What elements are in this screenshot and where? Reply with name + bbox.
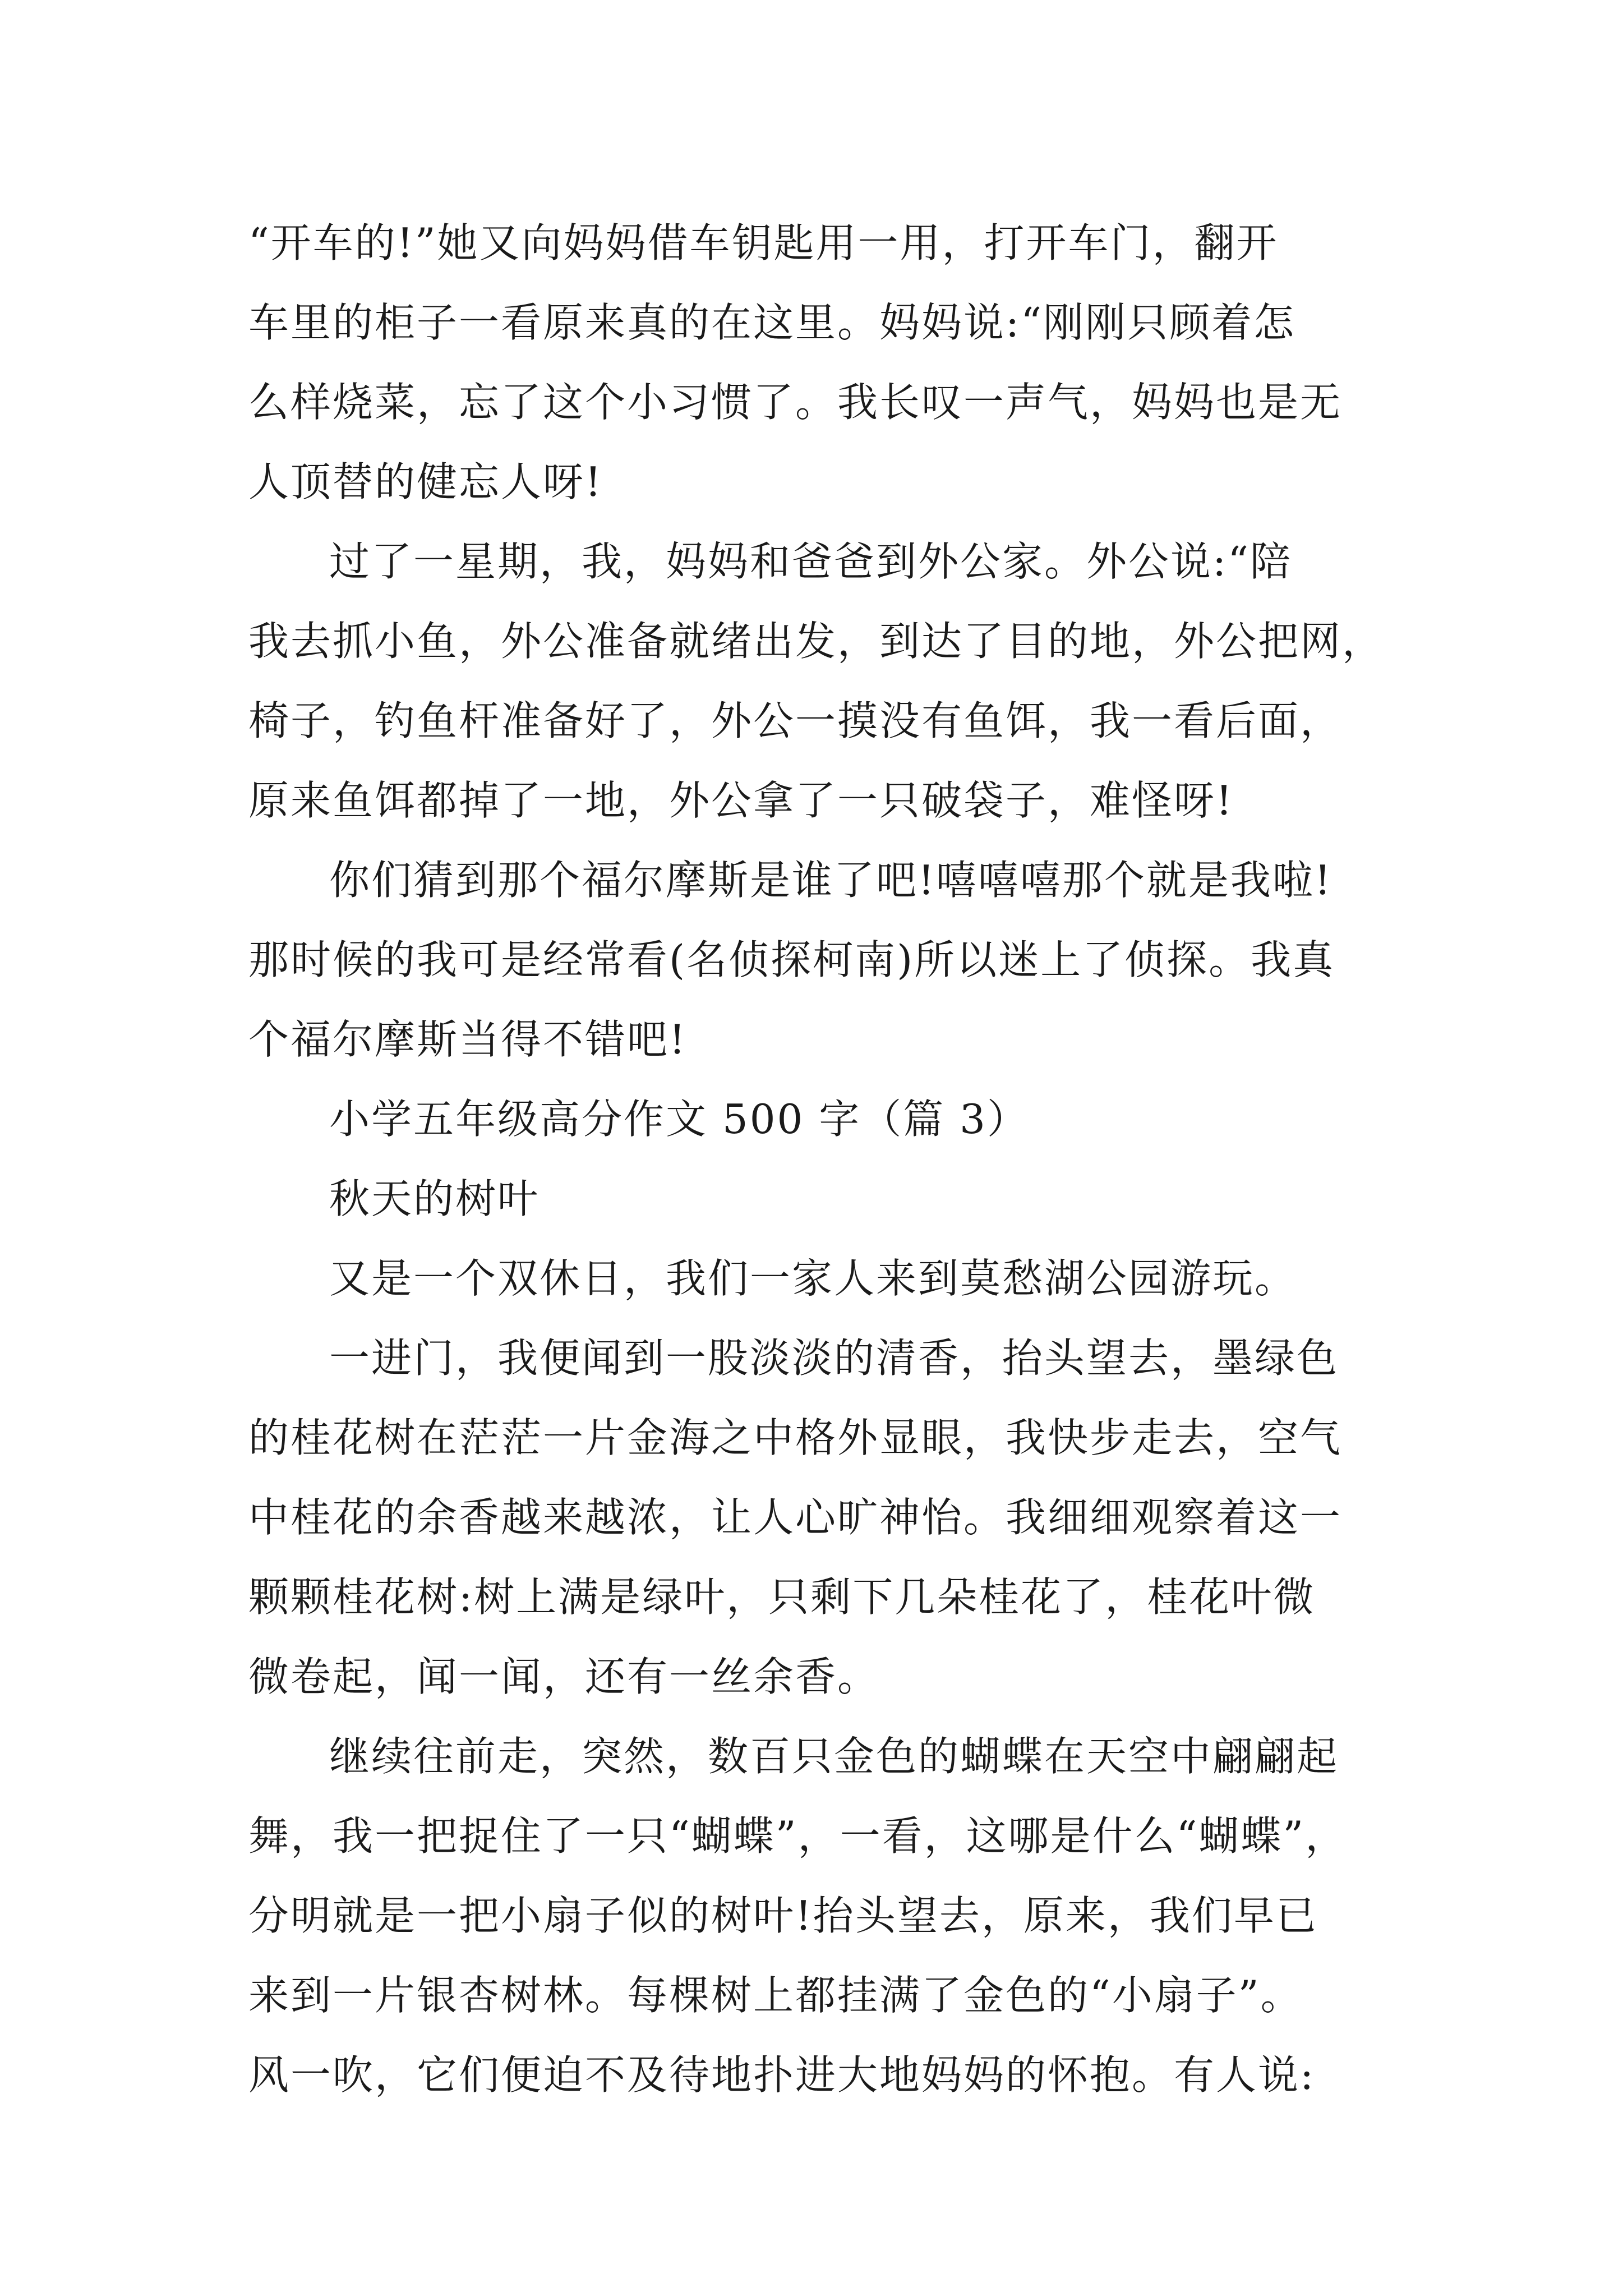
section-heading	[248, 1079, 1426, 1159]
text-line: 一进门，我便闻到一股淡淡的清香，抬头望去，墨绿色	[329, 1335, 1339, 1382]
essay-title-text: 秋天的树叶	[329, 1175, 540, 1222]
text-line: 那时候的我可是经常看(名侦探柯南)所以迷上了侦探。我真	[248, 936, 1335, 983]
text-line: 你们猜到那个福尔摩斯是谁了吧!嘻嘻嘻那个就是我啦!	[329, 857, 1332, 904]
document-body	[248, 203, 1426, 2115]
text-line: 椅子，钓鱼杆准备好了，外公一摸没有鱼饵，我一看后面，	[248, 697, 1343, 744]
paragraph-8	[248, 1717, 1426, 2115]
paragraph-3	[248, 840, 1426, 1079]
paragraph-1	[248, 203, 1426, 522]
paragraph-7	[248, 1318, 1426, 1717]
text-line: 颗颗桂花树:树上满是绿叶，只剩下几朵桂花了，桂花叶微	[248, 1573, 1316, 1621]
text-line: 个福尔摩斯当得不错吧!	[248, 1016, 687, 1063]
text-line: 风一吹，它们便迫不及待地扑进大地妈妈的怀抱。有人说:	[248, 2051, 1316, 2099]
section-heading-text: 小学五年级高分作文 500 字（篇 3）	[329, 1096, 1029, 1143]
text-line: “开车的!”她又向妈妈借车钥匙用一用，打开车门，翻开	[248, 219, 1279, 266]
text-line: 又是一个双休日，我们一家人来到莫愁湖公园游玩。	[329, 1255, 1297, 1302]
text-line: 舞，我一把捉住了一只“蝴蝶”，一看，这哪是什么“蝴蝶”，	[248, 1812, 1348, 1860]
paragraph-6	[248, 1239, 1426, 1318]
text-line: 我去抓小鱼，外公准备就绪出发，到达了目的地，外公把网，	[248, 618, 1385, 665]
text-line: 继续往前走，突然，数百只金色的蝴蝶在天空中翩翩起	[329, 1733, 1339, 1780]
text-line: 人顶替的健忘人呀!	[248, 458, 603, 505]
text-line: 么样烧菜，忘了这个小习惯了。我长叹一声气，妈妈也是无	[248, 379, 1343, 426]
paragraph-2	[248, 522, 1426, 840]
text-line: 原来鱼饵都掉了一地，外公拿了一只破袋子，难怪呀!	[248, 777, 1234, 824]
text-line: 微卷起，闻一闻，还有一丝余香。	[248, 1653, 880, 1700]
text-line: 中桂花的余香越来越浓，让人心旷神怡。我细细观察着这一	[248, 1494, 1343, 1541]
text-line: 过了一星期，我，妈妈和爸爸到外公家。外公说:“陪	[329, 538, 1293, 585]
text-line: 分明就是一把小扇子似的树叶!抬头望去，原来，我们早已	[248, 1892, 1318, 1939]
text-line: 车里的柜子一看原来真的在这里。妈妈说:“刚刚只顾着怎	[248, 299, 1296, 346]
text-line: 的桂花树在茫茫一片金海之中格外显眼，我快步走去，空气	[248, 1414, 1343, 1461]
essay-title	[248, 1159, 1426, 1239]
text-line: 来到一片银杏树林。每棵树上都挂满了金色的“小扇子”。	[248, 1972, 1303, 2019]
